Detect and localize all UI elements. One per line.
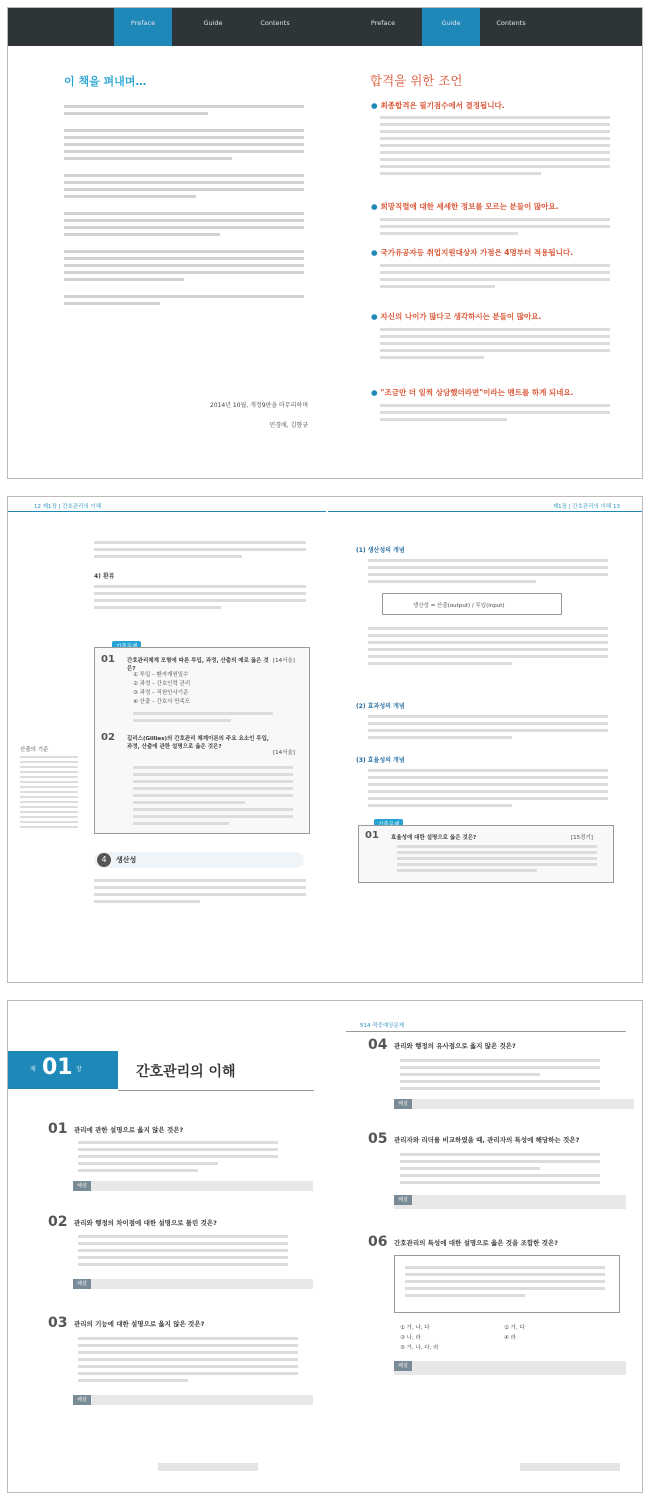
practice-spread: [7, 1000, 643, 1493]
chapter-banner: [8, 1051, 118, 1089]
running-header-left: [8, 511, 326, 512]
answer-label: 해설: [394, 1195, 412, 1205]
preface-body: [64, 101, 304, 309]
option: ① 투입 – 환자재원일수: [133, 672, 189, 678]
chapter-number: 01: [42, 1055, 73, 1080]
running-header-right: [346, 1031, 626, 1032]
body-text: [94, 581, 306, 613]
subsection-title: 4) 환류: [94, 573, 115, 580]
question-number: 03: [48, 1315, 68, 1331]
tab-contents[interactable]: Contents: [496, 19, 526, 27]
subsection-title: (3) 효율성의 개념: [356, 757, 405, 764]
question-text: 관리자와 리더를 비교하였을 때, 관리자의 특성에 해당하는 것은?: [394, 1136, 580, 1144]
question-source: [14서울]: [273, 750, 295, 756]
page-title: 이 책을 펴내며…: [64, 75, 147, 88]
side-note: [20, 745, 78, 831]
advice-item: ● "조금만 더 일찍 상담했더라면"이라는 멘트를 하게 되네요.: [371, 388, 574, 397]
preface-spread: [7, 7, 643, 479]
tab-preface[interactable]: Preface: [370, 19, 396, 27]
body-text: [368, 623, 608, 669]
choice[interactable]: ③ 나, 라: [400, 1335, 421, 1341]
options: [78, 1231, 288, 1270]
page-header-left: 12 제1장 | 간호관리의 이해: [34, 504, 102, 510]
choice[interactable]: ① 가, 나, 다: [400, 1325, 430, 1331]
answer-note: [133, 708, 273, 726]
subsection-title: (2) 효과성의 개념: [356, 703, 405, 710]
answer-bar: [73, 1279, 313, 1289]
advice-item: ● 최종합격은 필기점수에서 결정됩니다.: [371, 101, 505, 110]
preface-date: 2014년 10월, 개정9판을 마무리하며: [209, 402, 308, 409]
page-footer: [520, 1463, 620, 1471]
textbook-spread: [7, 496, 643, 983]
body-text: [368, 765, 608, 811]
question-number: 02: [48, 1214, 68, 1230]
answer-label: 해설: [394, 1099, 412, 1109]
options: [400, 1055, 600, 1094]
question-text: 길리스(Gillies)의 간호관리 체계이론의 주요 요소인 투입, 과정, 산출에 관한 설명으로 옳은 것은?: [127, 736, 270, 750]
chapter-title: 간호관리의 이해: [136, 1064, 236, 1080]
page-footer: [158, 1463, 258, 1471]
options: [78, 1137, 278, 1176]
chapter-suffix: 장: [76, 1066, 82, 1073]
question-number: 02: [101, 732, 115, 743]
options: [400, 1149, 600, 1188]
section-number: 4: [97, 853, 111, 867]
question-number: 01: [101, 654, 115, 665]
answer-bar: [394, 1099, 634, 1109]
tab-preface[interactable]: Preface: [114, 8, 172, 46]
tab-contents[interactable]: Contents: [260, 19, 290, 27]
option: ② 과정 – 간호인력 관리: [133, 681, 191, 687]
question-text: 관리에 관한 설명으로 옳지 않은 것은?: [74, 1126, 184, 1134]
preface-author: 민경애, 김향규: [269, 422, 308, 429]
bullet-icon: ●: [371, 388, 378, 397]
body-text: [94, 875, 306, 907]
question-text: 관리와 행정의 차이점에 대한 설명으로 틀린 것은?: [74, 1219, 217, 1227]
advice-body: [380, 400, 610, 425]
side-note-title: 산출의 기준: [20, 747, 49, 753]
bullet-icon: ●: [371, 248, 378, 257]
answer-label: 해설: [73, 1181, 91, 1191]
answer-label: 해설: [73, 1279, 91, 1289]
page-header-right: 제1장 | 간호관리의 이해 13: [552, 504, 620, 510]
section-heading: [94, 852, 304, 868]
question-text: 간호관리의 특성에 대한 설명으로 옳은 것을 조합한 것은?: [394, 1239, 559, 1247]
advice-item: ● 희망직렬에 대한 세세한 정보를 모르는 분들이 많아요.: [371, 202, 559, 211]
question-number: 06: [368, 1234, 388, 1250]
question-number: 04: [368, 1037, 388, 1053]
bullet-icon: ●: [371, 312, 378, 321]
options: [397, 842, 597, 875]
question-text: 간호관리체계 모형에 따른 투입, 과정, 산출의 예로 옳은 것은?: [127, 658, 269, 672]
choice[interactable]: ② 가, 다: [504, 1325, 525, 1331]
nav-bar-left: [8, 8, 326, 46]
answer-bar: [73, 1395, 313, 1405]
choice[interactable]: ④ 라: [504, 1335, 516, 1341]
question-number: 05: [368, 1131, 388, 1147]
advice-item: ● 자신의 나이가 많다고 생각하시는 분들이 많아요.: [371, 312, 542, 321]
question-text: 효율성에 대한 설명으로 옳은 것은?: [391, 835, 477, 841]
formula: 생산성 = 산출(output) / 투입(input): [413, 603, 505, 609]
bullet-icon: ●: [371, 101, 378, 110]
question-text: 관리와 행정의 유사점으로 옳지 않은 것은?: [394, 1042, 516, 1050]
subsection-title: (1) 생산성의 개념: [356, 547, 405, 554]
question-number: 01: [365, 830, 379, 841]
body-text: [368, 711, 608, 743]
option: ④ 산출 – 간호사 만족도: [133, 699, 191, 705]
advice-body: [380, 260, 610, 292]
choice[interactable]: ⑤ 가, 나, 다, 라: [400, 1345, 439, 1351]
answer-bar: [73, 1181, 313, 1191]
advice-body: [380, 324, 610, 363]
section-title: 생산성: [116, 856, 137, 864]
running-header-right: [328, 511, 643, 512]
section-title: 합격을 위한 조언: [370, 73, 463, 88]
option: ③ 과정 – 직원인사기준: [133, 690, 189, 696]
body-text: [94, 537, 306, 562]
exam-question-box: [94, 647, 310, 834]
answer-bar: [394, 1195, 626, 1209]
chapter-prefix: 제: [30, 1066, 36, 1073]
tab-guide[interactable]: Guide: [203, 19, 223, 27]
options: [133, 762, 293, 829]
formula-box: [382, 593, 562, 615]
options: [78, 1333, 298, 1386]
advice-item: ● 국가유공자등 취업지원대상자 가점은 4명부터 적용됩니다.: [371, 248, 573, 257]
advice-body: [380, 214, 610, 239]
answer-label: 해설: [73, 1395, 91, 1405]
exam-question-box: [358, 825, 614, 883]
question-source: [14서울]: [273, 658, 295, 664]
nav-bar-right: [326, 8, 643, 46]
answer-label: 해설: [394, 1361, 412, 1371]
answer-bar: [394, 1361, 626, 1375]
tab-guide[interactable]: Guide: [422, 8, 480, 46]
advice-body: [380, 112, 610, 179]
bullet-icon: ●: [371, 202, 378, 211]
question-number: 01: [48, 1121, 68, 1137]
question-text: 관리의 기능에 대한 설명으로 옳지 않은 것은?: [74, 1320, 205, 1328]
question-source: [15경기]: [571, 835, 593, 841]
body-text: [368, 555, 608, 587]
chapter-rule: [118, 1090, 314, 1091]
page-header-right: 514 적중예상문제: [360, 1023, 405, 1029]
statement-box: [394, 1255, 620, 1313]
